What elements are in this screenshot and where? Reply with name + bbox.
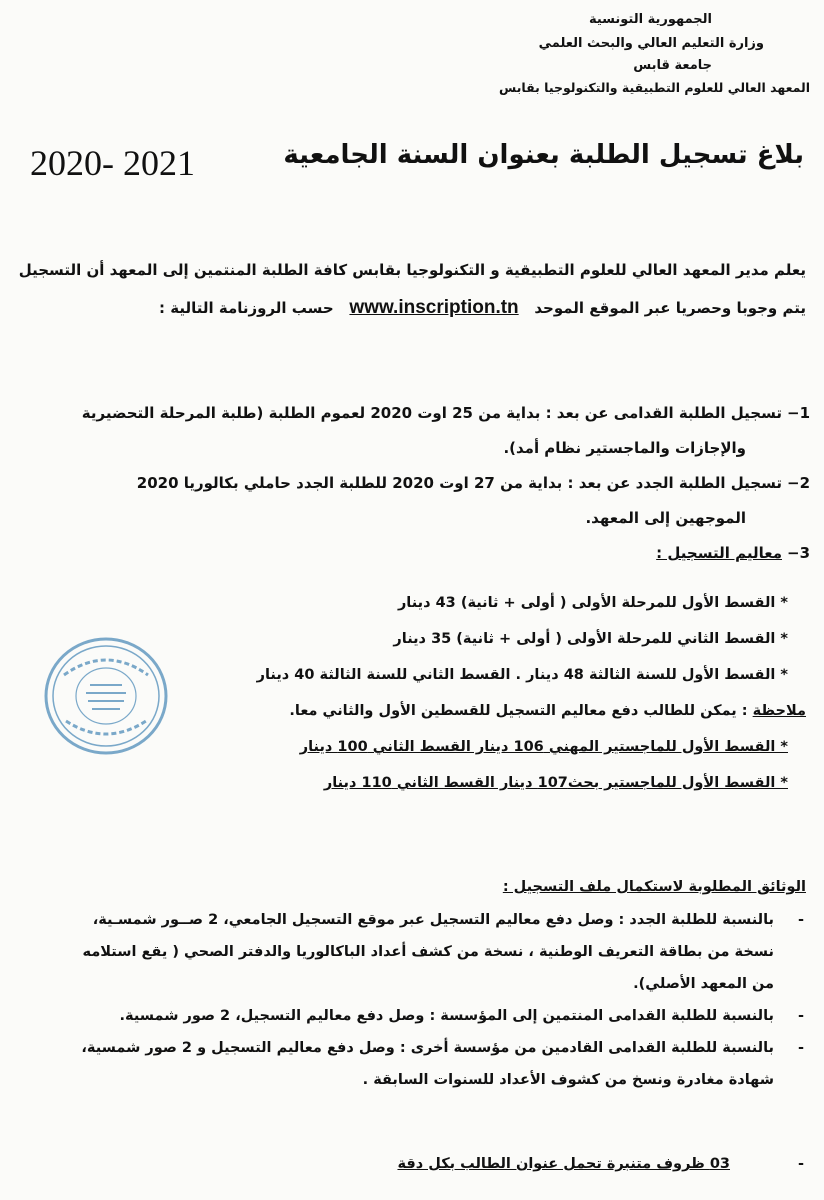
document-line: شهادة مغادرة ونسخ من كشوف الأعداد للسنوات السابقة . [362,1072,774,1088]
documents-title: الوثائق المطلوبة لاستكمال ملف التسجيل : [502,879,806,895]
master-fee-text: * القسط الأول للماجستير المهني 106 دينار القسط الثاني 100 دينار [299,739,788,755]
required-documents [14,870,810,1096]
note-label: ملاحظة [752,703,806,719]
item-line: الموجهين إلى المعهد. [585,509,746,527]
bullet-dash: - [797,912,804,928]
list-item [14,536,810,571]
bullet-dash: - [797,1008,804,1024]
fee-line: * القسط الثاني للمرحلة الأولى ( أولى + ثانية) 35 دينار [393,631,788,647]
announcement-title [20,140,804,192]
list-item [14,396,810,466]
institute-stamp-icon [42,635,170,757]
master-fee-text: * القسط الأول للماجستير بحث107 دينار القسط الثاني 110 دينار [323,775,788,791]
registration-url-link[interactable]: www.inscription.tn [349,297,519,318]
ministry-name: وزارة التعليم العالي والبحث العلمي [538,36,764,51]
fees-heading: معاليم التسجيل : [656,544,782,562]
document-line: من المعهد الأصلي). [633,976,774,992]
document-item [14,1032,810,1096]
document-line: بالنسبة للطلبة القدامى المنتمين إلى المؤسسة : وصل دفع معاليم التسجيل، 2 صور شمسية. [119,1008,774,1024]
master-fee-line [14,765,810,801]
list-item [14,466,810,536]
note-text: : يمكن للطالب دفع معاليم التسجيل للقسطين الأول والثاني معا. [289,703,753,719]
fee-line: * القسط الأول للمرحلة الأولى ( أولى + ثانية) 43 دينار [397,595,788,611]
fee-line: * القسط الأول للسنة الثالثة 48 دينار . القسط الثاني للسنة الثالثة 40 دينار [256,667,788,683]
intro-paragraph [18,252,806,327]
document-line: بالنسبة للطلبة القدامى القادمين من مؤسسة أخرى : وصل دفع معاليم التسجيل و 2 صور شمسية، [81,1040,774,1056]
document-item [14,904,810,1000]
document-item [14,1000,810,1032]
item-number: 2− [786,474,810,492]
intro-line-2-before: يتم وجوبا وحصريا عبر الموقع الموحد [534,299,806,317]
intro-line-2-after: حسب الروزنامة التالية : [159,299,334,317]
intro-line-1: يعلم مدير المعهد العالي للعلوم التطبيقية و التكنولوجيا بقابس كافة الطلبة المنتمين إلى المعهد أن التسجيل [18,261,806,279]
item-number: 1− [786,404,810,422]
republic-name: الجمهورية التونسية [588,12,712,27]
item-number: 3− [786,544,810,562]
university-name: جامعة قابس [633,58,712,73]
item-line: تسجيل الطلبة الجدد عن بعد : بداية من 27 اوت 2020 للطلبة الجدد حاملي بكالوريا 2020 [136,474,782,492]
item-line: والإجازات والماجستير نظام أمد). [503,439,746,457]
schedule-list [14,396,810,571]
bullet-dash: - [797,1040,804,1056]
intro-line-2 [18,289,806,327]
item-line: تسجيل الطلبة القدامى عن بعد : بداية من 25 اوت 2020 لعموم الطلبة (طلبة المرحلة التحضيرية [81,404,782,422]
document-line: نسخة من بطاقة التعريف الوطنية ، نسخة من كشف أعداد الباكالوريا والدفتر الصحي ( يقع استلامه [82,944,774,960]
institute-name: المعهد العالي للعلوم التطبيقية والتكنولوجيا بقابس [499,80,810,95]
envelopes-text: 03 ظروف متنبرة تحمل عنوان الطالب بكل دقة [397,1156,730,1172]
title-years: 2020- 2021 [30,143,195,183]
title-text: بلاغ تسجيل الطلبة بعنوان السنة الجامعية [283,140,804,170]
bullet-dash: - [797,1156,804,1172]
document-line: بالنسبة للطلبة الجدد : وصل دفع معاليم التسجيل عبر موقع التسجيل الجامعي، 2 صــور شمسـية، [92,912,774,928]
